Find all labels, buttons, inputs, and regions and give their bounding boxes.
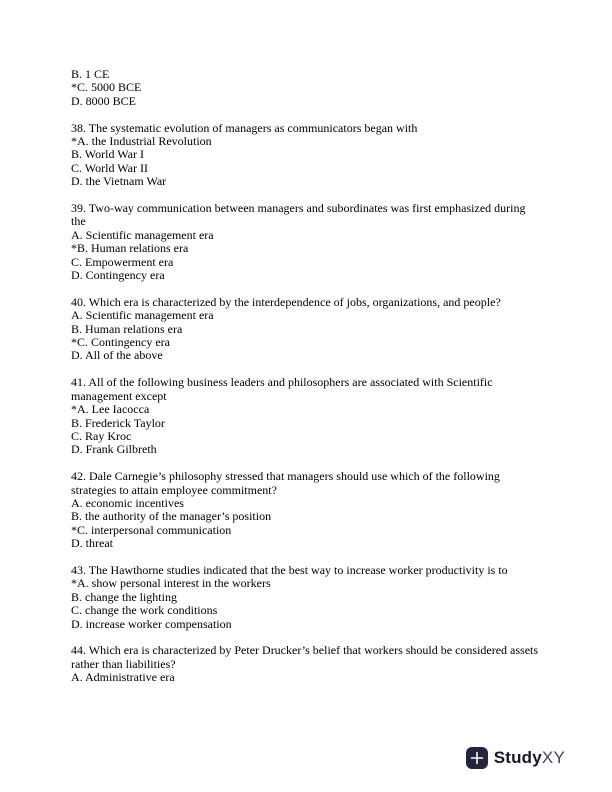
question-text: 38. The systematic evolution of managers as communicators began with	[71, 120, 418, 135]
question-block	[71, 122, 541, 189]
answer-option: B. Human relations era	[71, 321, 183, 336]
quiz-content	[71, 68, 541, 698]
answer-option: A. economic incentives	[71, 495, 184, 510]
question-text: 40. Which era is characterized by the interdependence of jobs, organizations, and people?	[71, 294, 501, 309]
answer-option: C. change the work conditions	[71, 603, 218, 618]
brand-name-study: Study	[493, 748, 542, 767]
question-block	[71, 296, 541, 363]
answer-option: *A. show personal interest in the workers	[71, 576, 271, 591]
leading-options	[71, 68, 541, 108]
question-text: 41. All of the following business leaders and philosophers are associated with Scientific management except	[71, 375, 493, 403]
answer-option: B. World War I	[71, 147, 144, 162]
answer-option: *B. Human relations era	[71, 241, 189, 256]
answer-option: D. Frank Gilbreth	[71, 442, 157, 457]
studyxy-logo	[466, 745, 565, 771]
answer-option: *C. 5000 BCE	[71, 80, 142, 95]
answer-option: *C. Contingency era	[71, 335, 170, 350]
question-list	[71, 122, 541, 685]
answer-option: C. Empowerment era	[71, 254, 174, 269]
answer-option: B. change the lighting	[71, 589, 177, 604]
question-text: 44. Which era is characterized by Peter Drucker’s belief that workers should be considered assets rather than liabilities?	[71, 643, 539, 671]
answer-option: D. All of the above	[71, 348, 163, 363]
answer-option: *A. the Industrial Revolution	[71, 134, 212, 149]
question-block	[71, 644, 541, 684]
answer-option: *C. interpersonal communication	[71, 522, 232, 537]
answer-option: D. the Vietnam War	[71, 174, 167, 189]
answer-option: A. Administrative era	[71, 670, 175, 685]
answer-option: C. World War II	[71, 160, 148, 175]
answer-option: D. threat	[71, 536, 113, 551]
brand-name-xy: XY	[541, 748, 565, 767]
answer-option: B. Frederick Taylor	[71, 415, 165, 430]
question-block	[71, 470, 541, 550]
answer-option: A. Scientific management era	[71, 227, 214, 242]
question-block	[71, 202, 541, 282]
question-text: 43. The Hawthorne studies indicated that the best way to increase worker productivity is to	[71, 562, 508, 577]
plus-icon	[466, 747, 488, 769]
answer-option: D. 8000 BCE	[71, 93, 137, 108]
answer-option: *A. Lee Iacocca	[71, 402, 150, 417]
answer-option: D. increase worker compensation	[71, 616, 232, 631]
question-text: 39. Two-way communication between managers and subordinates was first emphasized during the	[71, 201, 526, 229]
question-text: 42. Dale Carnegie’s philosophy stressed that managers should use which of the following strategies to attain employee commitment?	[71, 469, 500, 497]
question-block	[71, 376, 541, 456]
answer-option: D. Contingency era	[71, 268, 165, 283]
answer-option: B. 1 CE	[71, 67, 110, 81]
brand-name	[494, 748, 565, 768]
question-block	[71, 564, 541, 631]
answer-option: B. the authority of the manager’s position	[71, 509, 272, 524]
answer-option: A. Scientific management era	[71, 308, 214, 323]
answer-option: C. Ray Kroc	[71, 428, 132, 443]
